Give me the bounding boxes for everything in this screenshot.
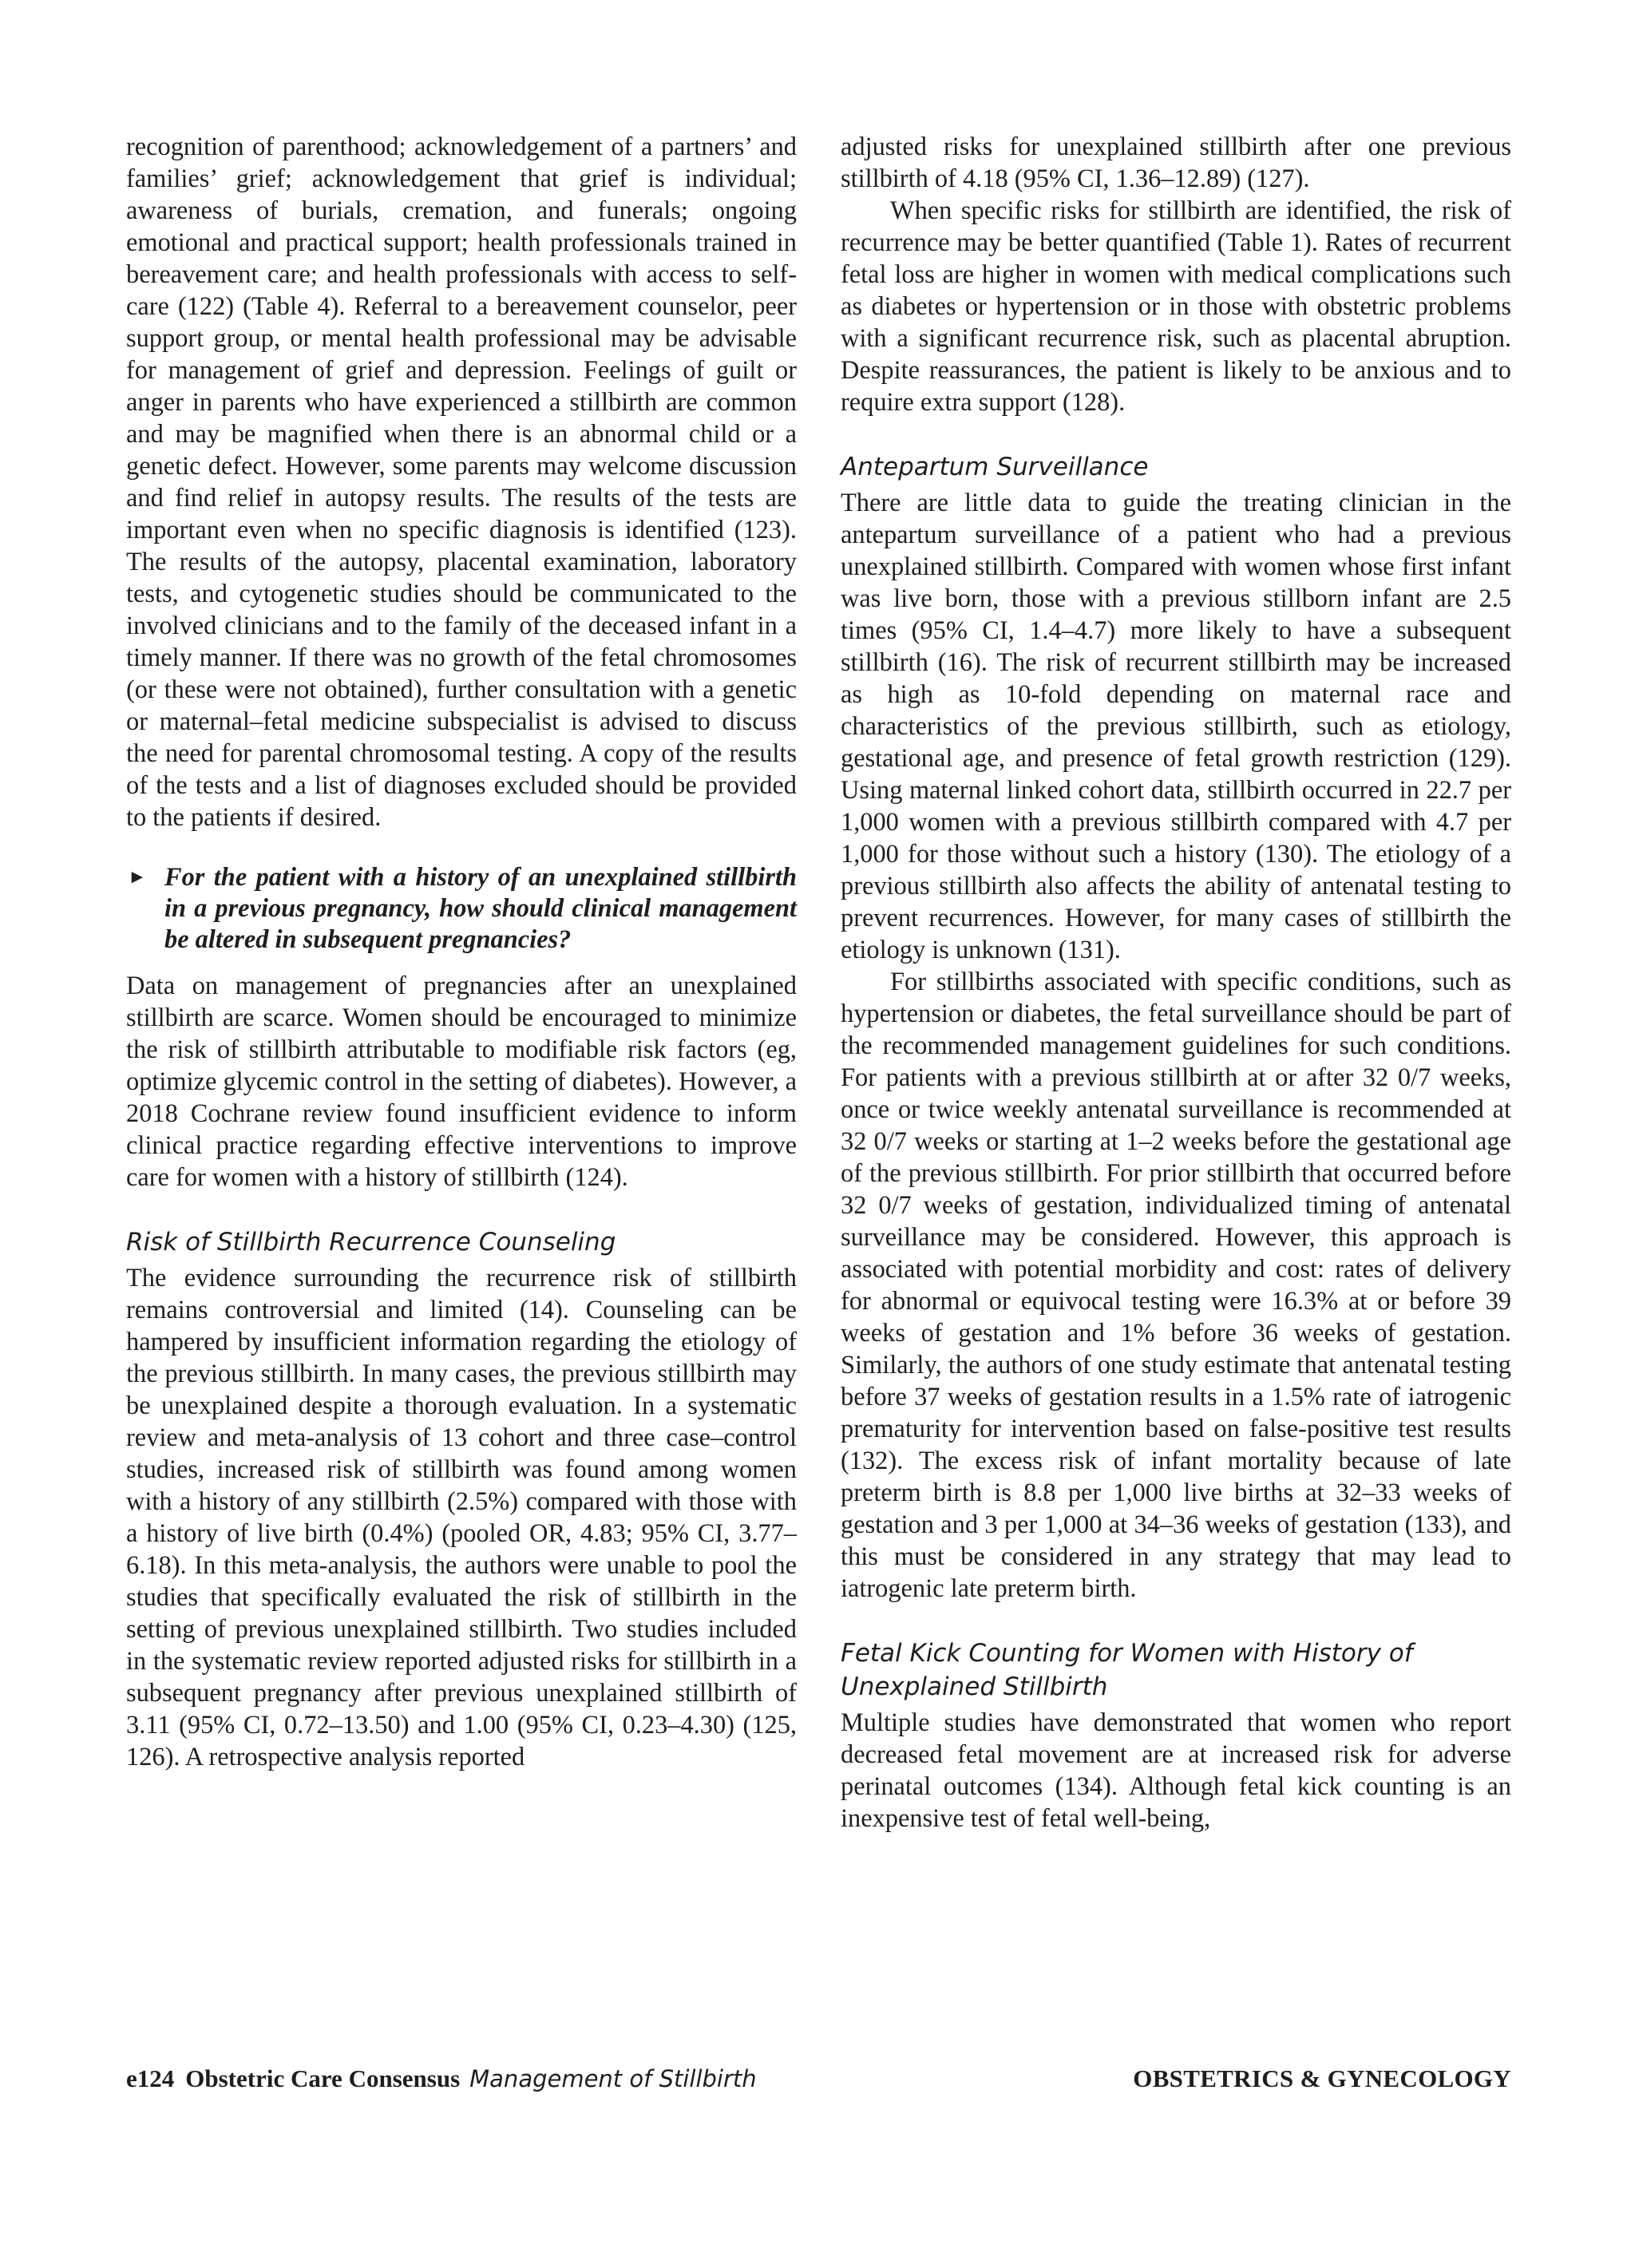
body-paragraph: Data on management of pregnancies after an unexplained stillbirth are scarce. Women should be encouraged to minimize the risk of stillbirth attributable to modifiable risk factors (eg, optimize glycemic control in the setting of diabetes). However, a 2018 Cochrane review found insufficient evidence to inform clinical practice regarding effective interventions to improve care for women with a history of stillbirth (124).	[126, 972, 797, 1192]
left-column	[126, 131, 797, 1773]
section-heading: Fetal Kick Counting for Women with History of Unexplained Stillbirth	[841, 1639, 1413, 1701]
page-footer	[126, 2061, 1511, 2096]
section-heading: Antepartum Surveillance	[841, 453, 1149, 481]
page-number: e124	[126, 2064, 175, 2092]
body-paragraph: recognition of parenthood; acknowledgement of a partners’ and families’ grief; acknowledgement that grief is individual; awareness of burials, cremation, and funerals; ongoing emotional and practical support; health professionals trained in bereavement care; and health professionals with access to self-care (122) (Table 4). Referral to a bereavement counselor, peer support group, or mental health professional may be advisable for management of grief and depression. Feelings of guilt or anger in parents who have experienced a stillbirth are common and may be magnified when there is an abnormal child or a genetic defect. However, some parents may welcome discussion and find relief in autopsy results. The results of the tests are important even when no specific diagnosis is identified (123). The results of the autopsy, placental examination, laboratory tests, and cytogenetic studies should be communicated to the involved clinicians and to the family of the deceased infant in a timely manner. If there was no growth of the fetal chromosomes (or these were not obtained), further consultation with a genetic or maternal–fetal medicine subspecialist is advised to discuss the need for parental chromosomal testing. A copy of the results of the tests and a list of diagnoses excluded should be provided to the patients if desired.	[126, 133, 797, 832]
body-paragraph: The evidence surrounding the recurrence risk of stillbirth remains controversial and limited (14). Counseling can be hampered by insufficient information regarding the etiology of the previous stillbirth. In many cases, the previous stillbirth may be unexplained despite a thorough evaluation. In a systematic review and meta-analysis of 13 cohort and three case–control studies, increased risk of stillbirth was found among women with a history of any stillbirth (2.5%) compared with those with a history of live birth (0.4%) (pooled OR, 4.83; 95% CI, 3.77–6.18). In this meta-analysis, the authors were unable to pool the studies that specifically evaluated the risk of stillbirth in the setting of previous unexplained stillbirth. Two studies included in the systematic review reported adjusted risks for stillbirth in a subsequent pregnancy after previous unexplained stillbirth of 3.11 (95% CI, 0.72–13.50) and 1.00 (95% CI, 0.23–4.30) (125, 126). A retrospective analysis reported	[126, 1264, 797, 1771]
footer-left	[126, 2061, 757, 2096]
body-paragraph: adjusted risks for unexplained stillbirth after one previous stillbirth of 4.18 (95% CI, 1.36–12.89) (127).	[841, 133, 1511, 193]
footer-journal-name: OBSTETRICS & GYNECOLOGY	[1133, 2064, 1511, 2092]
body-paragraph: Multiple studies have demonstrated that women who report decreased fetal movement are at increased risk for adverse perinatal outcomes (134). Although fetal kick counting is an inexpensive test of fetal well-being,	[841, 1708, 1511, 1833]
body-paragraph: When specific risks for stillbirth are identified, the risk of recurrence may be better quantified (Table 1). Rates of recurrent fetal loss are higher in women with medical complications such as diabetes or hypertension or in those with obstetric problems with a significant recurrence risk, such as placental abruption. Despite reassurances, the patient is likely to be anxious and to require extra support (128).	[841, 196, 1511, 417]
key-question	[126, 862, 797, 956]
triangle-bullet-icon: ►	[128, 867, 147, 888]
key-question-text: For the patient with a history of an unexplained stillbirth in a previous pregnancy, how should clinical management be altered in subsequent pregnancies?	[164, 863, 797, 954]
body-paragraph: There are little data to guide the treating clinician in the antepartum surveillance of a patient who had a previous unexplained stillbirth. Compared with women whose first infant was live born, those with a previous stillborn infant are 2.5 times (95% CI, 1.4–4.7) more likely to have a subsequent stillbirth (16). The risk of recurrent stillbirth may be increased as high as 10-fold depending on maternal race and characteristics of the previous stillbirth, such as etiology, gestational age, and presence of fetal growth restriction (129). Using maternal linked cohort data, stillbirth occurred in 22.7 per 1,000 women with a previous stillbirth compared with 4.7 per 1,000 for those without such a history (130). The etiology of a previous stillbirth also affects the ability of antenatal testing to prevent recurrences. However, for many cases of stillbirth the etiology is unknown (131).	[841, 489, 1511, 964]
body-paragraph: For stillbirths associated with specific conditions, such as hypertension or diabetes, the fetal surveillance should be part of the recommended management guidelines for such conditions. For patients with a previous stillbirth at or after 32 0/7 weeks, once or twice weekly antenatal surveillance is recommended at 32 0/7 weeks or starting at 1–2 weeks before the gestational age of the previous stillbirth. For prior stillbirth that occurred before 32 0/7 weeks of gestation, individualized timing of antenatal surveillance may be considered. However, this approach is associated with potential morbidity and cost: rates of delivery for abnormal or equivocal testing were 16.3% at or before 39 weeks of gestation and 1% before 36 weeks of gestation. Similarly, the authors of one study estimate that antenatal testing before 37 weeks of gestation results in a 1.5% rate of iatrogenic prematurity for intervention based on false-positive test results (132). The excess risk of infant mortality because of late preterm birth is 8.8 per 1,000 live births at 32–33 weeks of gestation and 3 per 1,000 at 34–36 weeks of gestation (133), and this must be considered in any strategy that may lead to iatrogenic late preterm birth.	[841, 968, 1511, 1603]
footer-article-title: Management of Stillbirth	[469, 2065, 757, 2092]
footer-series: Obstetric Care Consensus	[185, 2064, 461, 2092]
right-column	[841, 131, 1511, 1835]
section-heading: Risk of Stillbirth Recurrence Counseling	[126, 1228, 616, 1257]
